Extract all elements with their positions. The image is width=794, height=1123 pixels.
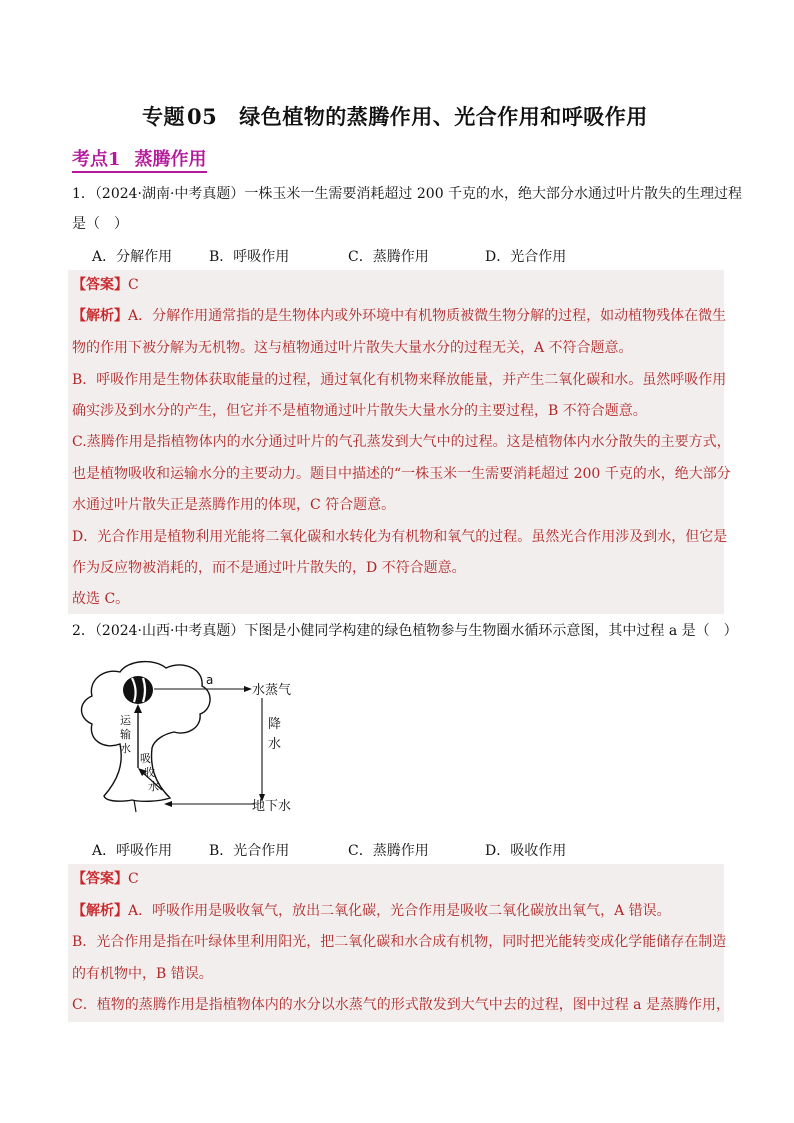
title-text: 绿色植物的蒸腾作用、光合作用和呼吸作用 xyxy=(239,104,648,129)
page-title xyxy=(142,101,648,131)
q1-analysis-line: 水通过叶片散失正是蒸腾作用的体现，C 符合题意。 xyxy=(72,497,396,513)
label-transport-2: 输 xyxy=(120,728,131,741)
q2-option-c: C．蒸腾作用 xyxy=(348,843,429,859)
label-transport-3: 水 xyxy=(120,742,131,755)
q2-option-b: B．光合作用 xyxy=(209,843,290,859)
q1-analysis-line: C.蒸腾作用是指植物体内的水分通过叶片的气孔蒸发到大气中的过程。这是植物体内水分散失的主要方式， xyxy=(72,434,731,450)
water-cycle-diagram xyxy=(74,652,314,822)
label-rain-1: 降 xyxy=(268,717,282,732)
label-rain-2: 水 xyxy=(268,737,282,752)
q2-option-d: D．吸收作用 xyxy=(485,843,567,859)
section-name: 蒸腾作用 xyxy=(134,149,207,170)
q2-option-a: A．呼吸作用 xyxy=(92,843,173,859)
q1-analysis-line: 故选 C。 xyxy=(72,591,130,607)
q1-analysis-line: 【解析】A．分解作用通常指的是生物体内或外环境中有机物质被微生物分解的过程，如动植物残体在微生 xyxy=(72,308,727,324)
q1-option-b: B．呼吸作用 xyxy=(209,249,290,265)
q1-option-a: A．分解作用 xyxy=(92,249,173,265)
arrow-head-icon xyxy=(134,704,142,713)
q1-answer-block xyxy=(68,270,731,614)
q2-analysis-line: 的有机物中，B 错误。 xyxy=(72,966,213,982)
q1-analysis-line: 确实涉及到水分的产生，但它并不是植物通过叶片散失大量水分的主要过程，B 不符合题意。 xyxy=(72,403,647,419)
label-a: a xyxy=(206,673,214,687)
q1-option-d: D．光合作用 xyxy=(485,249,567,265)
q2-answer-block xyxy=(68,864,730,1022)
q1-stem-line1: 1．（2024·湖南·中考真题）一株玉米一生需要消耗超过 200 千克的水，绝大部分水通过叶片散失的生理过程 xyxy=(72,186,743,202)
q1-stem-line2: 是（ ） xyxy=(72,216,128,232)
q1-option-c: C．蒸腾作用 xyxy=(348,249,429,265)
q1-analysis-line: B．呼吸作用是生物体获取能量的过程，通过氧化有机物来释放能量，并产生二氧化碳和水。虽然呼吸作用 xyxy=(72,372,727,388)
q2-stem-line1: 2．（2024·山西·中考真题）下图是小健同学构建的绿色植物参与生物圈水循环示意图，其中过程 a 是（ ） xyxy=(72,623,738,639)
root-line xyxy=(134,800,136,812)
arrow-head-icon xyxy=(164,801,172,807)
q1-analysis-line: D．光合作用是植物利用光能将二氧化碳和水转化为有机物和氧气的过程。虽然光合作用涉及到水，但它是 xyxy=(72,529,728,545)
label-absorb-2: 收 xyxy=(144,766,155,779)
label-groundwater: 地下水 xyxy=(252,799,292,814)
leaf-icon xyxy=(123,676,153,704)
title-prefix: 专题 xyxy=(142,104,185,129)
title-number: 05 xyxy=(187,104,218,129)
section-label: 考点1 xyxy=(72,149,121,170)
q2-analysis-line: B．光合作用是指在叶绿体里利用阳光，把二氧化碳和水合成有机物，同时把光能转变成化学能储存在制造 xyxy=(72,934,727,950)
q1-analysis-line: 作为反应物被消耗的，而不是通过叶片散失的，D 不符合题意。 xyxy=(72,560,466,576)
q2-analysis-line: C．植物的蒸腾作用是指植物体内的水分以水蒸气的形式散发到大气中去的过程，图中过程 a 是蒸腾作用， xyxy=(72,997,730,1013)
label-absorb-3: 水 xyxy=(148,780,159,793)
arrow-head-icon xyxy=(244,686,252,692)
label-transport-1: 运 xyxy=(120,714,131,727)
q2-answer: 【答案】C xyxy=(72,871,139,887)
section-heading xyxy=(72,145,207,173)
q2-analysis-line: 【解析】A．呼吸作用是吸收氧气，放出二氧化碳，光合作用是吸收二氧化碳放出氧气，A 错误。 xyxy=(72,903,671,919)
q1-analysis-line: 物的作用下被分解为无机物。这与植物通过叶片散失大量水分的过程无关，A 不符合题意。 xyxy=(72,340,633,356)
q1-answer: 【答案】C xyxy=(72,277,139,293)
label-vapor: 水蒸气 xyxy=(252,683,292,698)
label-absorb-1: 吸 xyxy=(140,752,151,765)
q1-analysis-line: 也是植物吸收和运输水分的主要动力。题目中描述的“一株玉米一生需要消耗超过 200 千克的水，绝大部分 xyxy=(72,466,731,482)
